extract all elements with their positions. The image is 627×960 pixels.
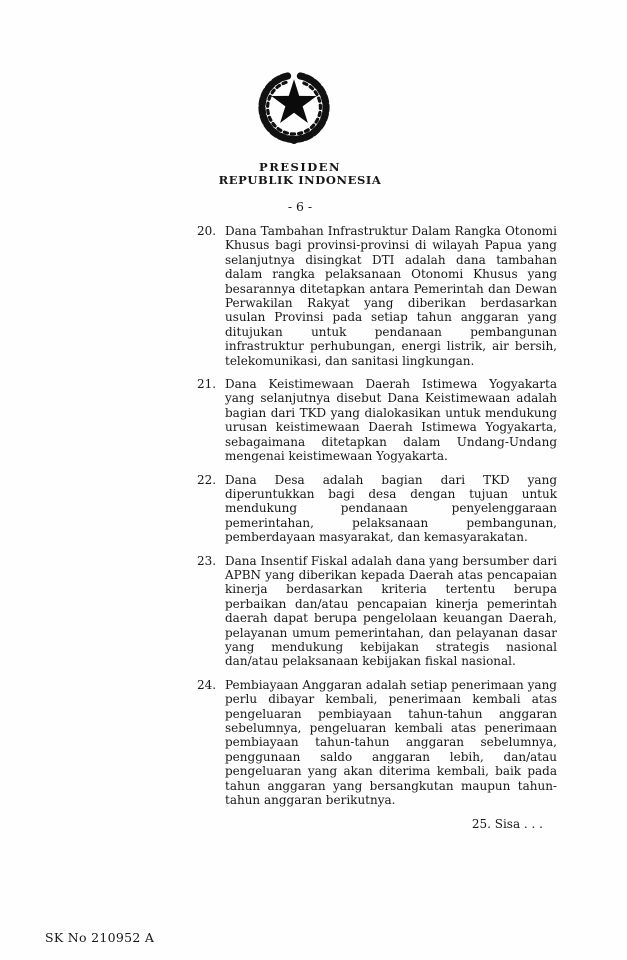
list-item-number: 23. bbox=[197, 553, 217, 568]
list-item-number: 24. bbox=[197, 677, 217, 692]
list-item-number: 22. bbox=[197, 472, 217, 487]
list-item-text: Pembiayaan Anggaran adalah setiap penerimaan yang perlu dibayar kembali, penerimaan kembali atas pengeluaran pembiayaan tahun-tahun anggaran sebelumnya, pengeluaran kembali atas penerimaan pembiayaan tahun-tahun anggaran sebelumnya, penggunaan saldo anggaran lebih, dan/atau pengeluaran yang akan diterima kembali, baik pada tahun anggaran yang bersangkutan maupun tahun-tahun anggaran berikutnya. bbox=[225, 677, 557, 808]
list-item-text: Dana Desa adalah bagian dari TKD yang diperuntukkan bagi desa dengan tujuan untuk mendukung pendanaan penyelenggaraan pemerintahan, pelaksanaan pembangunan, pemberdayaan masyarakat, dan kemasyarakatan. bbox=[225, 472, 557, 545]
document-control-number: SK No 210952 A bbox=[45, 930, 155, 945]
catchword-continuation: 25. Sisa . . . bbox=[471, 817, 543, 832]
emblem-svg bbox=[254, 62, 334, 154]
org-header bbox=[180, 161, 420, 187]
list-item-text: Dana Keistimewaan Daerah Istimewa Yogyakarta yang selanjutnya disebut Dana Keistimewaan adalah bagian dari TKD yang dialokasikan untuk mendukung urusan keistimewaan Daerah Istimewa Yogyakarta, sebagaimana ditetapkan dalam Undang-Undang mengenai keistimewaan Yogyakarta. bbox=[225, 377, 557, 464]
list-item bbox=[197, 554, 557, 669]
list-item bbox=[197, 224, 557, 368]
page-number: - 6 - bbox=[287, 199, 313, 214]
list-item bbox=[197, 377, 557, 463]
list-item-text: Dana Tambahan Infrastruktur Dalam Rangka Otonomi Khusus bagi provinsi-provinsi di wilayah Papua yang selanjutnya disingkat DTI adalah dana tambahan dalam rangka pelaksanaan Otonomi Khusus yang besarannya ditetapkan antara Pemerintah dan Dewan Perwakilan Rakyat yang diberikan berdasarkan usulan Provinsi pada setiap tahun anggaran yang ditujukan untuk pendanaan pembangunan infrastruktur perhubungan, energi listrik, air bersih, telekomunikasi, dan sanitasi lingkungan. bbox=[225, 224, 557, 368]
list-item-text: Dana Insentif Fiskal adalah dana yang bersumber dari APBN yang diberikan kepada Daerah atas pencapaian kinerja berdasarkan kriteria tertentu berupa perbaikan dan/atau pencapaian kinerja pemerintah daerah dapat berupa pengelolaan keuangan Daerah, pelayanan umum pemerintahan, dan pelayanan dasar yang mendukung kebijakan strategis nasional dan/atau pelaksanaan kebijakan fiskal nasional. bbox=[225, 553, 557, 669]
org-name-line1: PRESIDEN bbox=[259, 160, 341, 174]
definitions-list bbox=[197, 224, 557, 832]
list-item bbox=[197, 473, 557, 545]
list-item bbox=[197, 678, 557, 808]
list-item-number: 20. bbox=[197, 224, 217, 238]
list-item-number: 21. bbox=[197, 377, 217, 392]
presidential-star-wreath-emblem bbox=[254, 62, 334, 154]
org-name-line2: REPUBLIK INDONESIA bbox=[218, 173, 382, 187]
